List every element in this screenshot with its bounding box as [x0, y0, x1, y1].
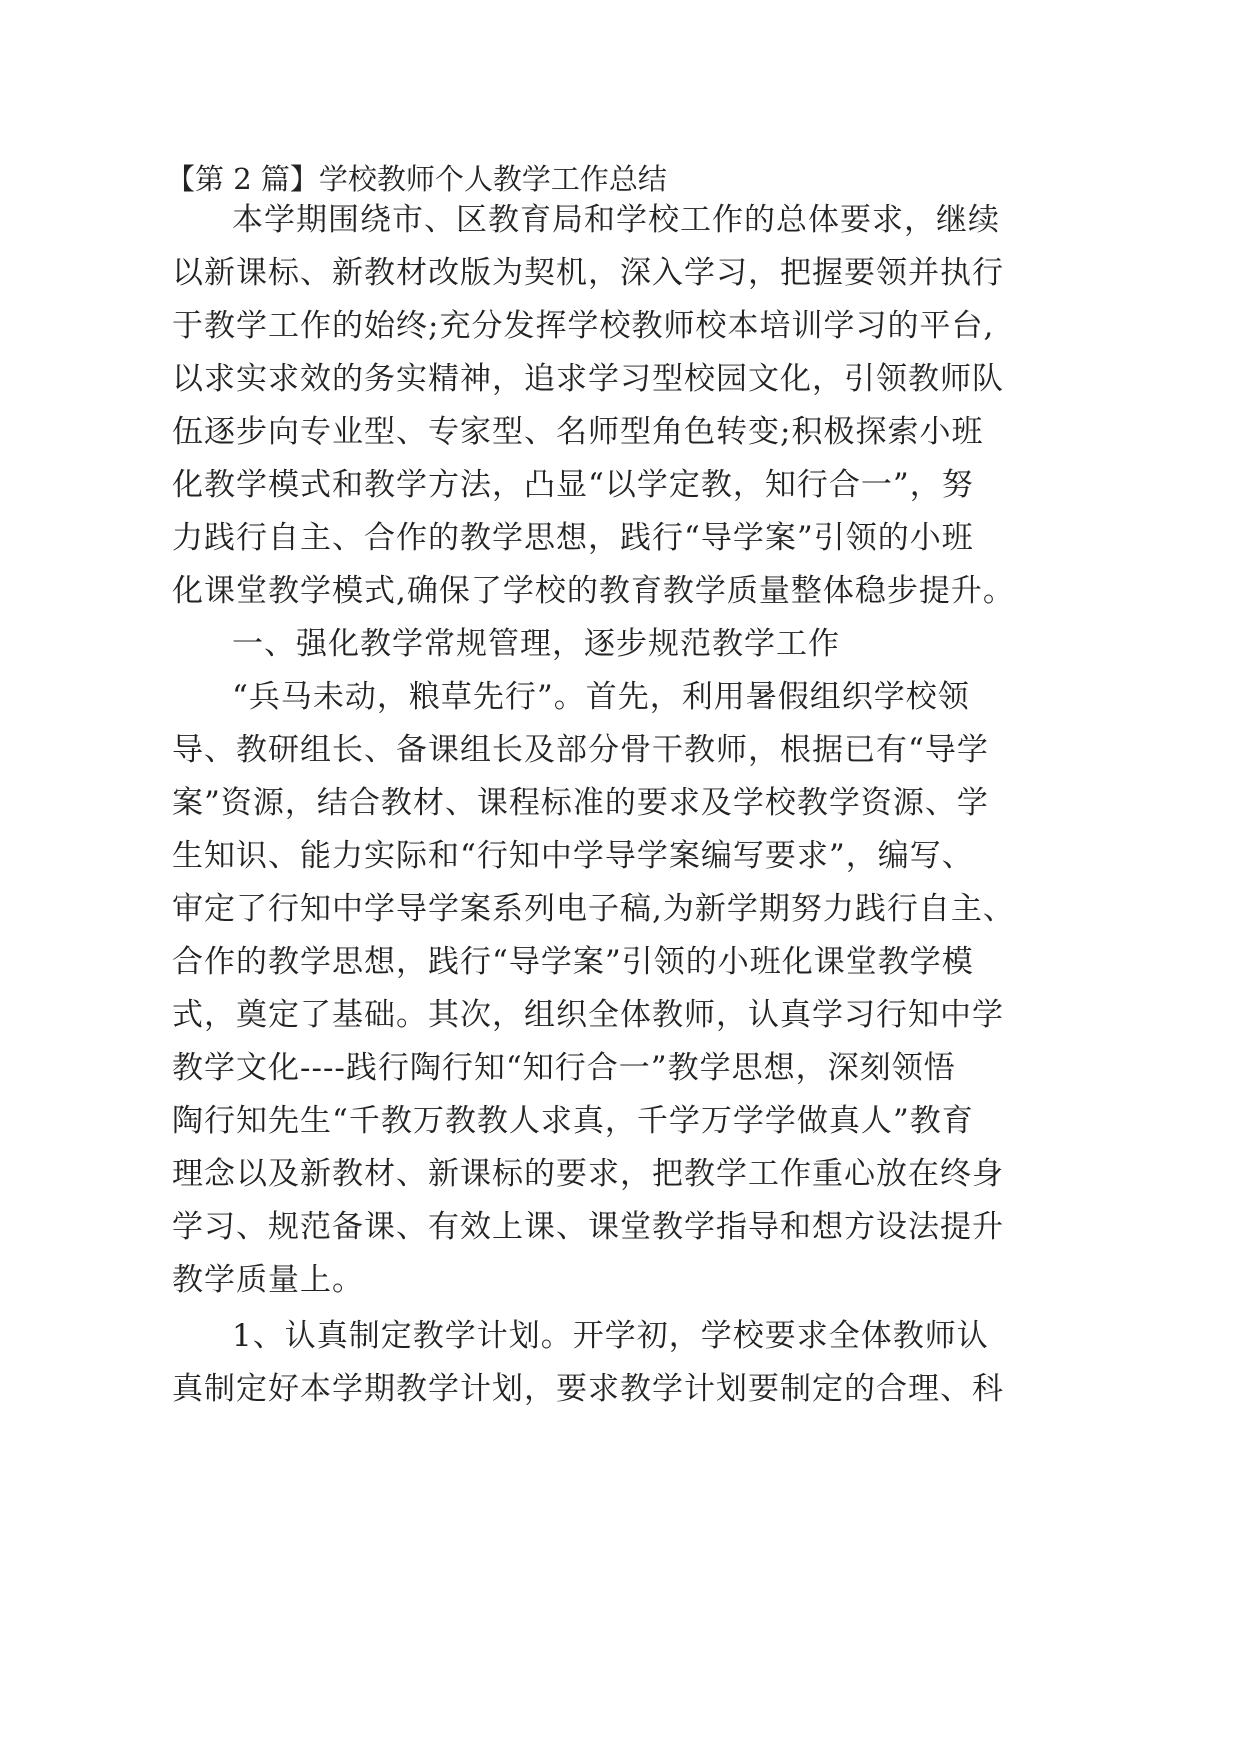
paragraph-line: 案”资源，结合教材、课程标准的要求及学校教学资源、学 [172, 785, 989, 821]
paragraph-line: 学习、规范备课、有效上课、课堂教学指导和想方设法提升 [172, 1209, 1004, 1245]
paragraph-line: 真制定好本学期教学计划，要求教学计划要制定的合理、科 [172, 1371, 1004, 1407]
paragraph-line: 生知识、能力实际和“行知中学导学案编写要求”，编写、 [172, 838, 974, 874]
paragraph-line: 教学文化----践行陶行知“知行合一”教学思想，深刻领悟 [172, 1050, 956, 1086]
paragraph-line: 以新课标、新教材改版为契机，深入学习，把握要领并执行 [172, 255, 1004, 291]
paragraph-line: 式，奠定了基础。其次，组织全体教师，认真学习行知中学 [172, 997, 1004, 1033]
paragraph-line: 化课堂教学模式,确保了学校的教育教学质量整体稳步提升。 [172, 573, 1015, 609]
paragraph-line: 导、教研组长、备课组长及部分骨干教师，根据已有“导学 [172, 732, 989, 768]
paragraph-line: 化教学模式和教学方法，凸显“以学定教，知行合一”，努 [172, 467, 974, 503]
paragraph-line: 审定了行知中学导学案系列电子稿,为新学期努力践行自主、 [172, 891, 1015, 927]
paragraph-line: 以求实求效的务实精神，追求学习型校园文化，引领教师队 [172, 361, 1004, 397]
paragraph-line: 于教学工作的始终;充分发挥学校教师校本培训学习的平台, [172, 308, 995, 344]
paragraph-line: “兵马未动，粮草先行”。首先，利用暑假组织学校领 [232, 679, 970, 715]
paragraph-line: 本学期围绕市、区教育局和学校工作的总体要求，继续 [232, 202, 1000, 238]
paragraph-line: 理念以及新教材、新课标的要求，把教学工作重心放在终身 [172, 1156, 1004, 1192]
paragraph-line: 教学质量上。 [172, 1262, 364, 1298]
paragraph-line: 伍逐步向专业型、专家型、名师型角色转变;积极探索小班 [172, 414, 984, 450]
paragraph-line: 力践行自主、合作的教学思想，践行“导学案”引领的小班 [172, 520, 974, 556]
paragraph-line: 合作的教学思想，践行“导学案”引领的小班化课堂教学模 [172, 944, 974, 980]
document-heading: 【第 2 篇】学校教师个人教学工作总结 [166, 162, 667, 196]
paragraph-line: 陶行知先生“千教万教教人求真，千学万学学做真人”教育 [172, 1103, 974, 1139]
section-heading: 一、强化教学常规管理，逐步规范教学工作 [232, 626, 840, 662]
paragraph-line: 1、认真制定教学计划。开学初，学校要求全体教师认 [232, 1318, 989, 1354]
